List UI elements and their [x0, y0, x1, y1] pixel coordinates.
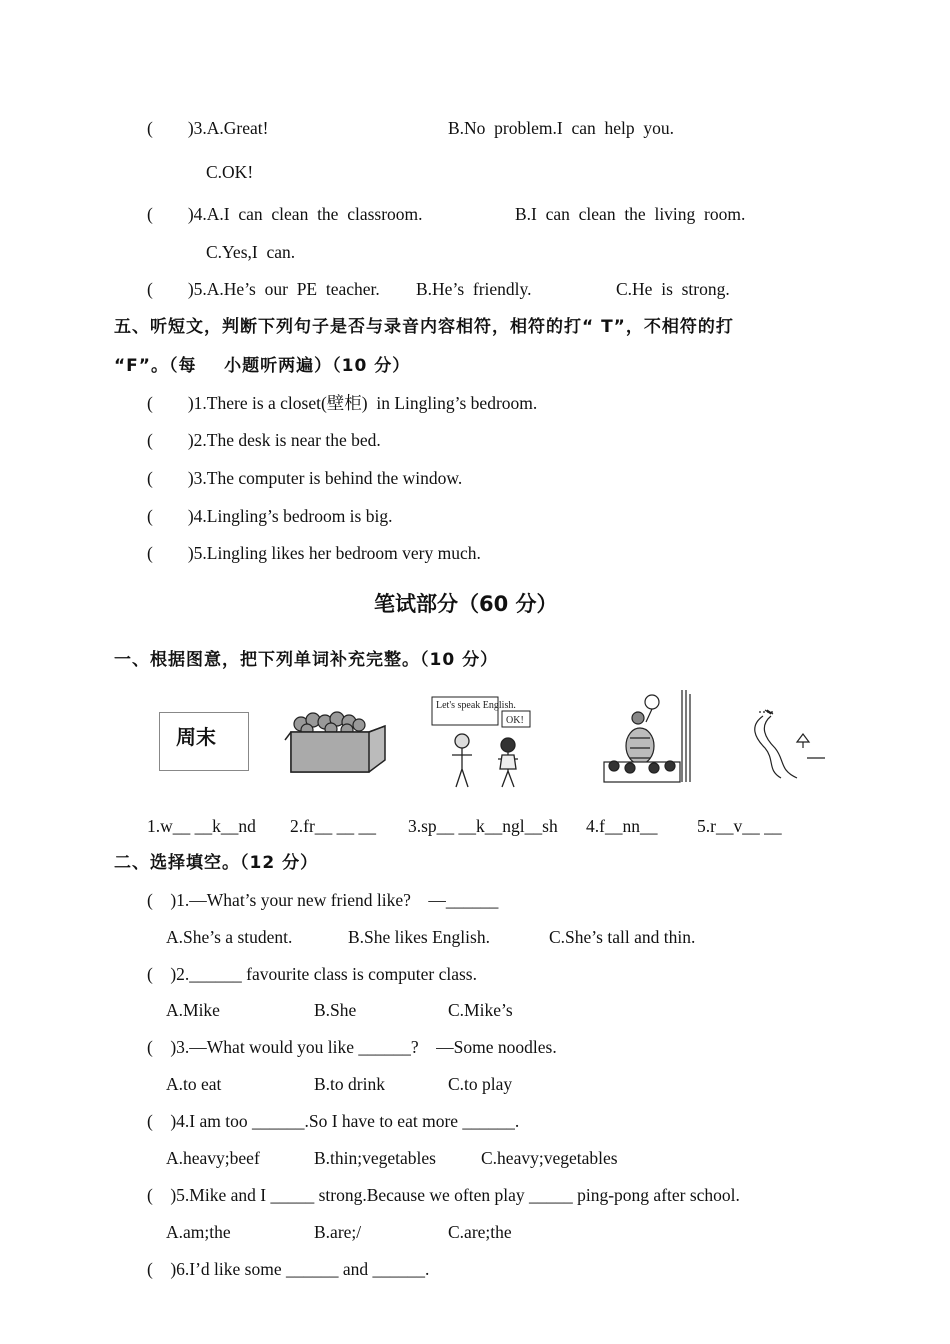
- choice-q3-option-b: B.to drink: [314, 1074, 385, 1094]
- written-section1-heading: 一、根据图意，把下列单词补充完整。（10 分）: [114, 650, 499, 670]
- section5-item-2: ( )2.The desk is near the bed.: [147, 430, 381, 450]
- choice-q3-option-a: A.to eat: [166, 1074, 222, 1094]
- section5-heading-line1: 五、听短文，判断下列句子是否与录音内容相符，相符的打“ T”，不相符的打: [114, 317, 734, 337]
- river-picture: [745, 708, 827, 780]
- q4-3-option-c: C.OK!: [206, 162, 254, 182]
- choice-q1-option-b: B.She likes English.: [348, 927, 490, 947]
- choice-q4-option-c: C.heavy;vegetables: [481, 1148, 618, 1168]
- speak-english-picture: [430, 695, 536, 790]
- choice-q2-option-b: B.She: [314, 1000, 357, 1020]
- speech-bubble-1: Let's speak English.: [436, 700, 516, 711]
- q4-5-stem: ( )5.A.He’s our PE teacher.: [147, 279, 380, 299]
- choice-q5-option-b: B.are;/: [314, 1222, 362, 1242]
- q4-3-stem: ( )3.A.Great!: [147, 118, 269, 138]
- section5-item-4: ( )4.Lingling’s bedroom is big.: [147, 506, 393, 526]
- choice-q2-stem: ( )2.______ favourite class is computer class.: [147, 964, 477, 984]
- choice-q5-option-c: C.are;the: [448, 1222, 512, 1242]
- word-blank-4: 4.f__nn__: [586, 816, 658, 836]
- section5-item-1: ( )1.There is a closet(壁柜) in Lingling’s bedroom.: [147, 393, 538, 413]
- speech-bubble-2: OK!: [506, 715, 524, 726]
- q4-5-option-c: C.He is strong.: [616, 279, 730, 299]
- fruit-box-picture: [283, 710, 389, 776]
- choice-q2-option-c: C.Mike’s: [448, 1000, 513, 1020]
- q4-3-option-b: B.No problem.I can help you.: [448, 118, 674, 138]
- written-section2-heading: 二、选择填空。（12 分）: [114, 853, 319, 873]
- choice-q1-option-a: A.She’s a student.: [166, 927, 293, 947]
- choice-q4-stem: ( )4.I am too ______.So I have to eat more ______.: [147, 1111, 520, 1131]
- choice-q3-option-c: C.to play: [448, 1074, 513, 1094]
- choice-q4-option-b: B.thin;vegetables: [314, 1148, 436, 1168]
- word-blank-2: 2.fr__ __ __: [290, 816, 377, 836]
- weekend-label: 周末: [176, 725, 216, 749]
- choice-q3-stem: ( )3.—What would you like ______? —Some noodles.: [147, 1037, 557, 1057]
- choice-q1-stem: ( )1.—What’s your new friend like? —______: [147, 890, 499, 910]
- word-blank-5: 5.r__v__ __: [697, 816, 782, 836]
- choice-q4-option-a: A.heavy;beef: [166, 1148, 260, 1168]
- weekend-picture: [159, 712, 249, 771]
- q4-4-option-c: C.Yes,I can.: [206, 242, 296, 262]
- choice-q5-stem: ( )5.Mike and I _____ strong.Because we often play _____ ping-pong after school.: [147, 1185, 740, 1205]
- section5-heading-line2: “F”。（每 小题听两遍）（10 分）: [114, 356, 411, 376]
- word-blank-1: 1.w__ __k__nd: [147, 816, 256, 836]
- word-blank-3: 3.sp__ __k__ngl__sh: [408, 816, 558, 836]
- written-part-title: 笔试部分（60 分）: [374, 592, 558, 616]
- section5-item-3: ( )3.The computer is behind the window.: [147, 468, 463, 488]
- choice-q6-stem: ( )6.I’d like some ______ and ______.: [147, 1259, 430, 1279]
- q4-5-option-b: B.He’s friendly.: [416, 279, 532, 299]
- q4-4-stem: ( )4.A.I can clean the classroom.: [147, 204, 423, 224]
- funny-clown-picture: [600, 688, 700, 786]
- choice-q5-option-a: A.am;the: [166, 1222, 231, 1242]
- choice-q1-option-c: C.She’s tall and thin.: [549, 927, 696, 947]
- choice-q2-option-a: A.Mike: [166, 1000, 220, 1020]
- section5-item-5: ( )5.Lingling likes her bedroom very much.: [147, 543, 481, 563]
- q4-4-option-b: B.I can clean the living room.: [515, 204, 746, 224]
